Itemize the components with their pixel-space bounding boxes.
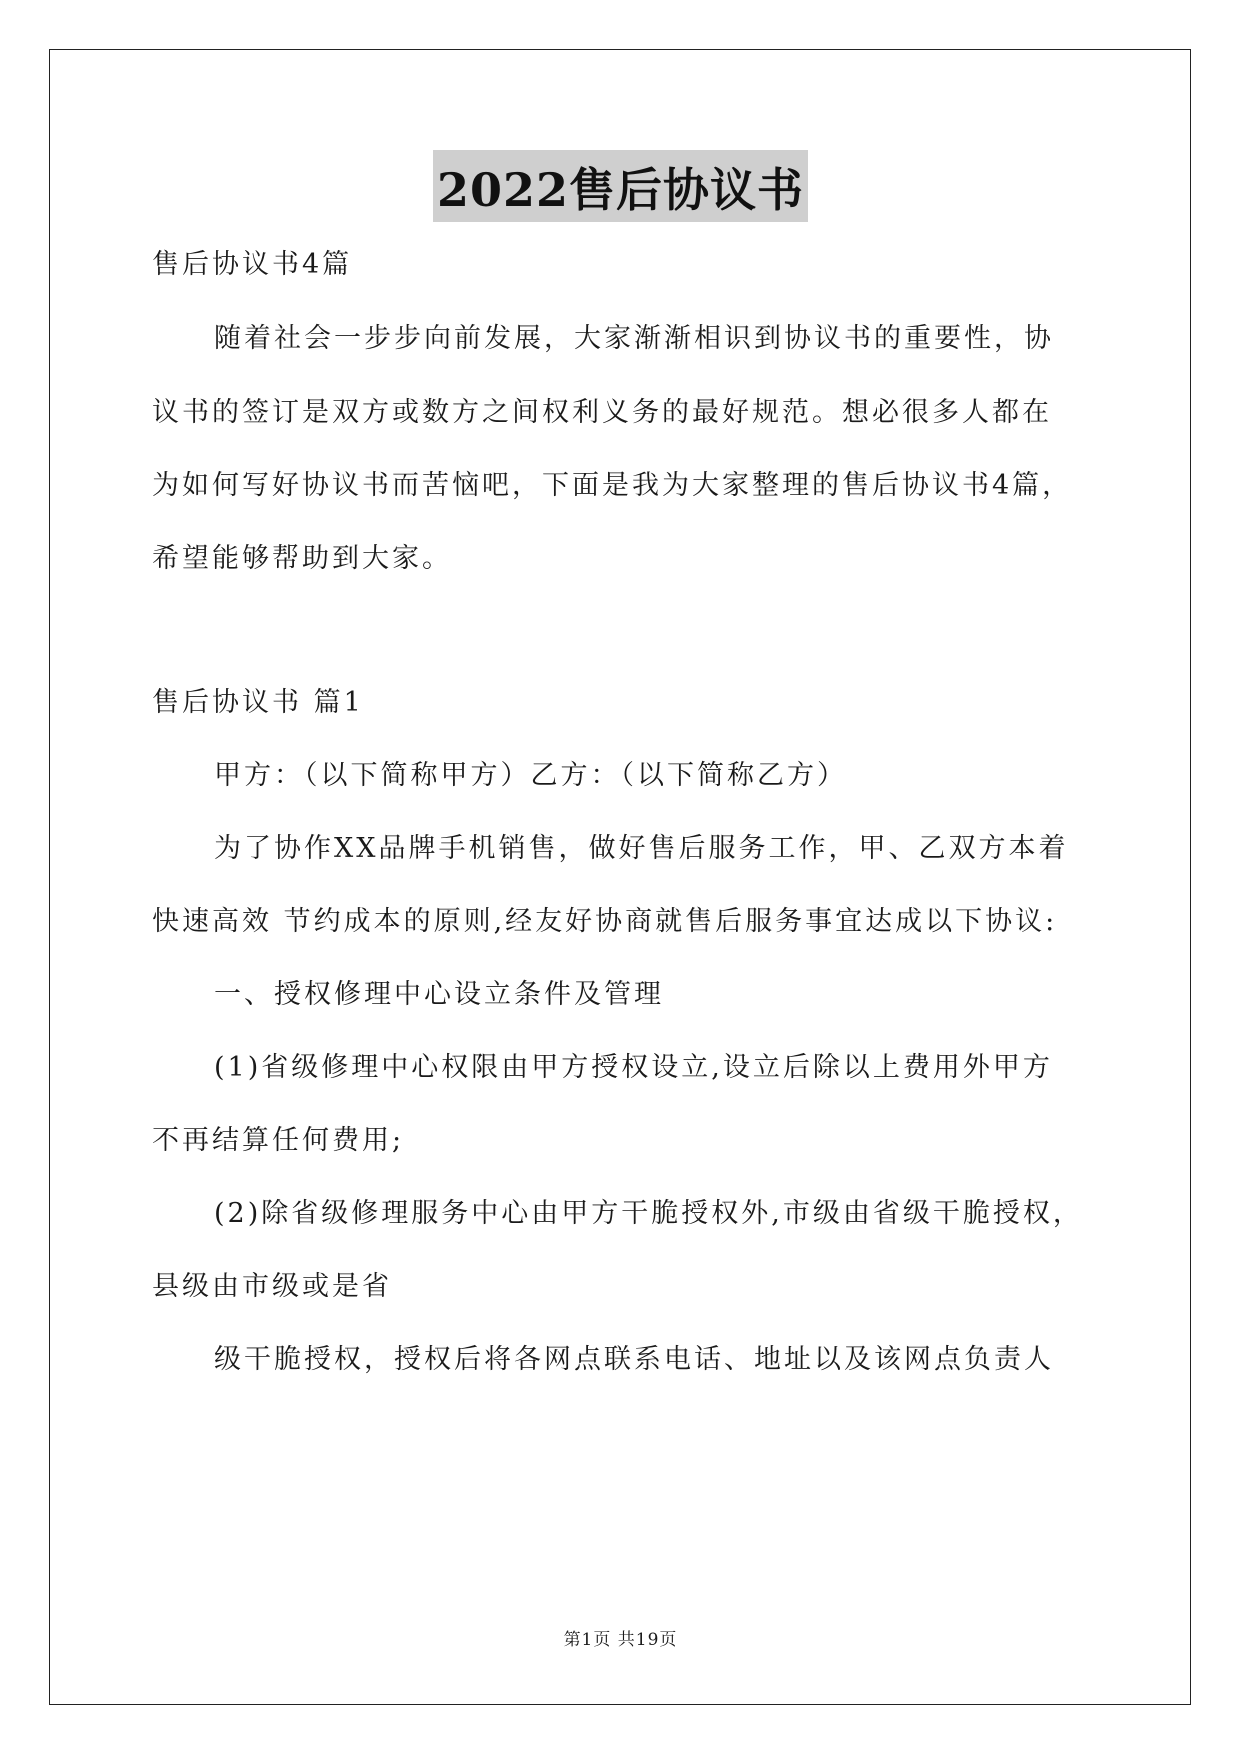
paragraph-line: 议书的签订是双方或数方之间权利义务的最好规范。想必很多人都在 [152,397,1052,428]
paragraph-line: 为了协作XX品牌手机销售，做好售后服务工作，甲、乙双方本着 [214,833,1069,864]
paragraph-line: 甲方：（以下简称甲方）乙方：（以下简称乙方） [214,760,847,791]
paragraph-line: (2)除省级修理服务中心由甲方干脆授权外,市级由省级干脆授权， [214,1198,1083,1229]
paragraph-line: 不再结算任何费用; [152,1125,405,1156]
clause-heading: 一、授权修理中心设立条件及管理 [214,979,664,1010]
paragraph-line: (1)省级修理中心权限由甲方授权设立,设立后除以上费用外甲方 [214,1052,1053,1083]
paragraph-line: 快速高效 节约成本的原则,经友好协商就售后服务事宜达成以下协议: [152,906,1058,937]
intro-heading: 售后协议书4篇 [152,249,353,280]
paragraph-line: 县级由市级或是省 [152,1271,392,1302]
paragraph-line: 希望能够帮助到大家。 [152,543,452,574]
page-border [49,49,1191,1705]
section-heading: 售后协议书 篇1 [152,687,364,718]
paragraph-line: 级干脆授权，授权后将各网点联系电话、地址以及该网点负责人 [214,1344,1054,1375]
paragraph-line: 为如何写好协议书而苦恼吧，下面是我为大家整理的售后协议书4篇， [152,470,1073,501]
title-container [0,150,1241,222]
page-number-footer: 第1页 共19页 [563,1630,678,1650]
document-title: 2022售后协议书 [433,150,808,222]
paragraph-line: 随着社会一步步向前发展，大家渐渐相识到协议书的重要性，协 [214,323,1054,354]
